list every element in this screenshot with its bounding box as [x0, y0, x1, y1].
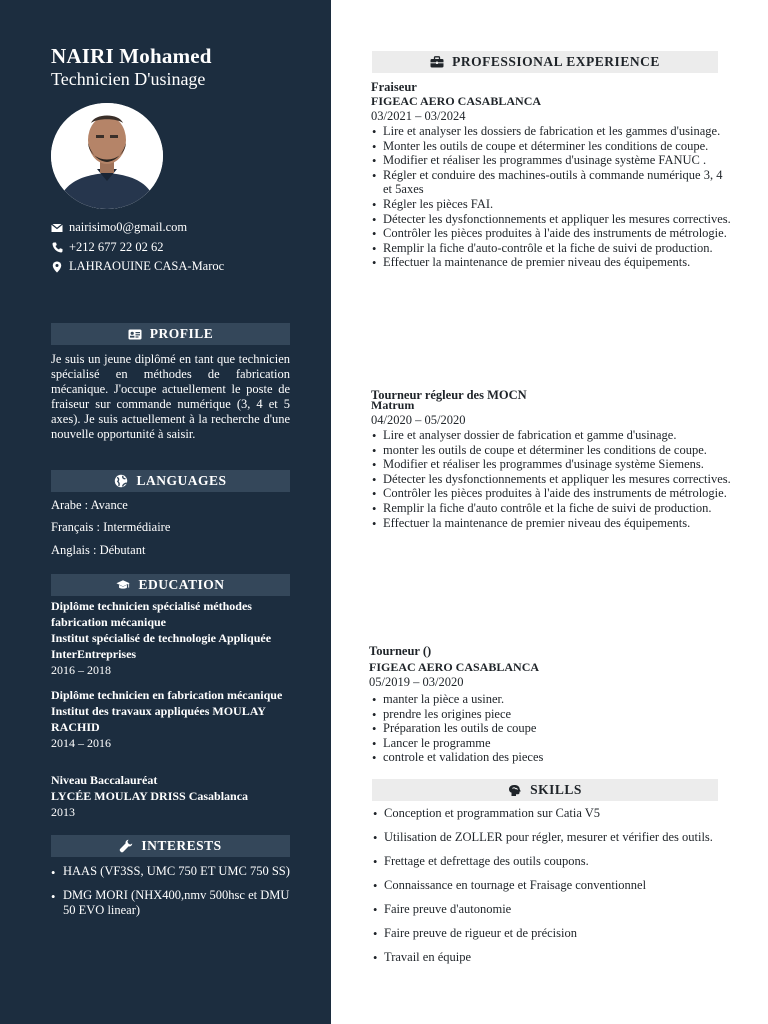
job-tasks [371, 692, 729, 765]
edu-school: Institut spécialisé de technologie Appliquée InterEntreprises [51, 631, 272, 661]
edu-dates: 2013 [51, 805, 75, 819]
job-title: Tourneur régleur des MOCN [371, 388, 527, 402]
task-item: • controle et validation des pieces [371, 750, 729, 765]
brain-icon [508, 783, 522, 797]
job-dates: 03/2021 – 03/2024 [371, 109, 466, 123]
experience-heading [372, 51, 718, 73]
languages-heading [51, 470, 290, 492]
edu-degree: Diplôme technicien spécialisé méthodes fabrication mécanique [51, 599, 252, 629]
profile-heading [51, 323, 290, 345]
job-company: FIGEAC AERO CASABLANCA [369, 660, 540, 674]
wrench-icon [119, 839, 133, 853]
task-item: • Contrôler les pièces produites à l'aide des instruments de métrologie. [371, 486, 731, 501]
task-item: • Lire et analyser les dossiers de fabrication et les gammes d'usinage. [371, 124, 731, 139]
education-heading [51, 574, 290, 596]
graduation-cap-icon [116, 578, 130, 592]
candidate-title: Technicien D'usinage [51, 69, 206, 89]
task-item: • Lire et analyser dossier de fabrication et gamme d'usinage. [371, 428, 731, 443]
job-entry [369, 644, 729, 765]
profile-photo [51, 103, 163, 209]
edu-school: Institut des travaux appliquées MOULAY RACHID [51, 704, 266, 734]
address-text: LAHRAOUINE CASA-Maroc [69, 259, 225, 273]
phone-icon [51, 242, 63, 254]
task-item: • monter les outils de coupe et déterminer les conditions de coupe. [371, 443, 731, 458]
experience-heading-label: PROFESSIONAL EXPERIENCE [452, 54, 660, 69]
education-entry [51, 687, 306, 751]
interest-item: • HAAS (VF3SS, UMC 750 ET UMC 750 SS) [51, 864, 296, 879]
job-company: Matrum [371, 398, 415, 412]
task-item: • Détecter les dysfonctionnements et appliquer les mesures correctives. [371, 212, 731, 227]
skill-item: • Conception et programmation sur Catia V5 [372, 806, 732, 821]
contact-phone[interactable] [51, 240, 164, 255]
task-item: • Régler les pièces FAI. [371, 197, 731, 212]
education-heading-label: EDUCATION [138, 577, 225, 592]
contact-address [51, 259, 224, 274]
task-item: • Modifier et réaliser les programmes d'usinage système Siemens. [371, 457, 731, 472]
interests-list [51, 864, 296, 927]
contact-email[interactable] [51, 220, 187, 235]
job-tasks [371, 124, 731, 270]
interests-heading [51, 835, 290, 857]
job-company: FIGEAC AERO CASABLANCA [371, 94, 542, 108]
task-item: • Remplir la fiche d'auto contrôle et la fiche de suivi de production. [371, 501, 731, 516]
language-item: Français : Intermédiaire [51, 520, 171, 534]
job-title: Fraiseur [371, 80, 417, 94]
briefcase-icon [430, 55, 444, 69]
edu-degree: Niveau Baccalauréat [51, 773, 158, 787]
skills-heading-label: SKILLS [530, 782, 582, 797]
sidebar [0, 0, 331, 1024]
edu-degree: Diplôme technicien en fabrication mécanique [51, 688, 283, 702]
job-title: Tourneur () [369, 644, 432, 658]
skill-item: • Connaissance en tournage et Fraisage conventionnel [372, 878, 732, 893]
task-item: • Régler et conduire des machines-outils à commande numérique 3, 4 et 5axes [371, 168, 731, 197]
edu-dates: 2014 – 2016 [51, 736, 111, 750]
id-card-icon [128, 327, 142, 341]
task-item: • Préparation les outils de coupe [371, 721, 729, 736]
interest-item: • DMG MORI (NHX400,nmv 500hsc et DMU 50 EVO linear) [51, 888, 296, 918]
edu-dates: 2016 – 2018 [51, 663, 111, 677]
skill-item: • Travail en équipe [372, 950, 732, 965]
job-dates: 04/2020 – 05/2020 [371, 413, 466, 427]
phone-text: +212 677 22 02 62 [69, 240, 164, 254]
task-item: • Effectuer la maintenance de premier niveau des équipements. [371, 516, 731, 531]
email-text: nairisimo0@gmail.com [69, 220, 188, 234]
profile-text: Je suis un jeune diplômé en tant que technicien spécialisé en méthodes de fabrication mécanique. J'occupe actuellement le poste de fraiseur sur commande numérique (3, 4 et 5 axes). Je suis actuellement à la recherche d'une nouvelle opportunité à saisir. [51, 352, 290, 441]
main-content [331, 0, 768, 1024]
task-item: • Détecter les dysfonctionnements et appliquer les mesures correctives. [371, 472, 731, 487]
task-item: • manter la pièce a usiner. [371, 692, 729, 707]
task-item: • Effectuer la maintenance de premier niveau des équipements. [371, 255, 731, 270]
task-item: • Modifier et réaliser les programmes d'usinage système FANUC . [371, 153, 731, 168]
skill-item: • Utilisation de ZOLLER pour régler, mesurer et vérifier des outils. [372, 830, 732, 845]
task-item: • Contrôler les pièces produites à l'aide des instruments de métrologie. [371, 226, 731, 241]
portrait-image [51, 103, 163, 209]
education-entry [51, 772, 306, 820]
location-pin-icon [51, 261, 63, 273]
languages-heading-label: LANGUAGES [136, 473, 227, 488]
job-dates: 05/2019 – 03/2020 [369, 675, 464, 689]
job-entry [371, 388, 731, 530]
edu-school: LYCÉE MOULAY DRISS Casablanca [51, 789, 249, 803]
profile-heading-label: PROFILE [149, 326, 214, 341]
language-item: Arabe : Avance [51, 498, 128, 512]
education-entry [51, 598, 306, 678]
skill-item: • Frettage et defrettage des outils coupons. [372, 854, 732, 869]
task-item: • prendre les origines piece [371, 707, 729, 722]
interests-heading-label: INTERESTS [141, 838, 222, 853]
globe-icon [114, 474, 128, 488]
job-entry [371, 80, 731, 270]
skills-heading [372, 779, 718, 801]
skill-item: • Faire preuve de rigueur et de précision [372, 926, 732, 941]
task-item: • Lancer le programme [371, 736, 729, 751]
language-item: Anglais : Débutant [51, 543, 146, 557]
task-item: • Monter les outils de coupe et déterminer les conditions de coupe. [371, 139, 731, 154]
job-tasks [371, 428, 731, 530]
task-item: • Remplir la fiche d'auto-contrôle et la fiche de suivi de production. [371, 241, 731, 256]
envelope-icon [51, 222, 63, 234]
skills-list [372, 806, 732, 974]
candidate-name: NAIRI Mohamed [51, 44, 212, 68]
skill-item: • Faire preuve d'autonomie [372, 902, 732, 917]
